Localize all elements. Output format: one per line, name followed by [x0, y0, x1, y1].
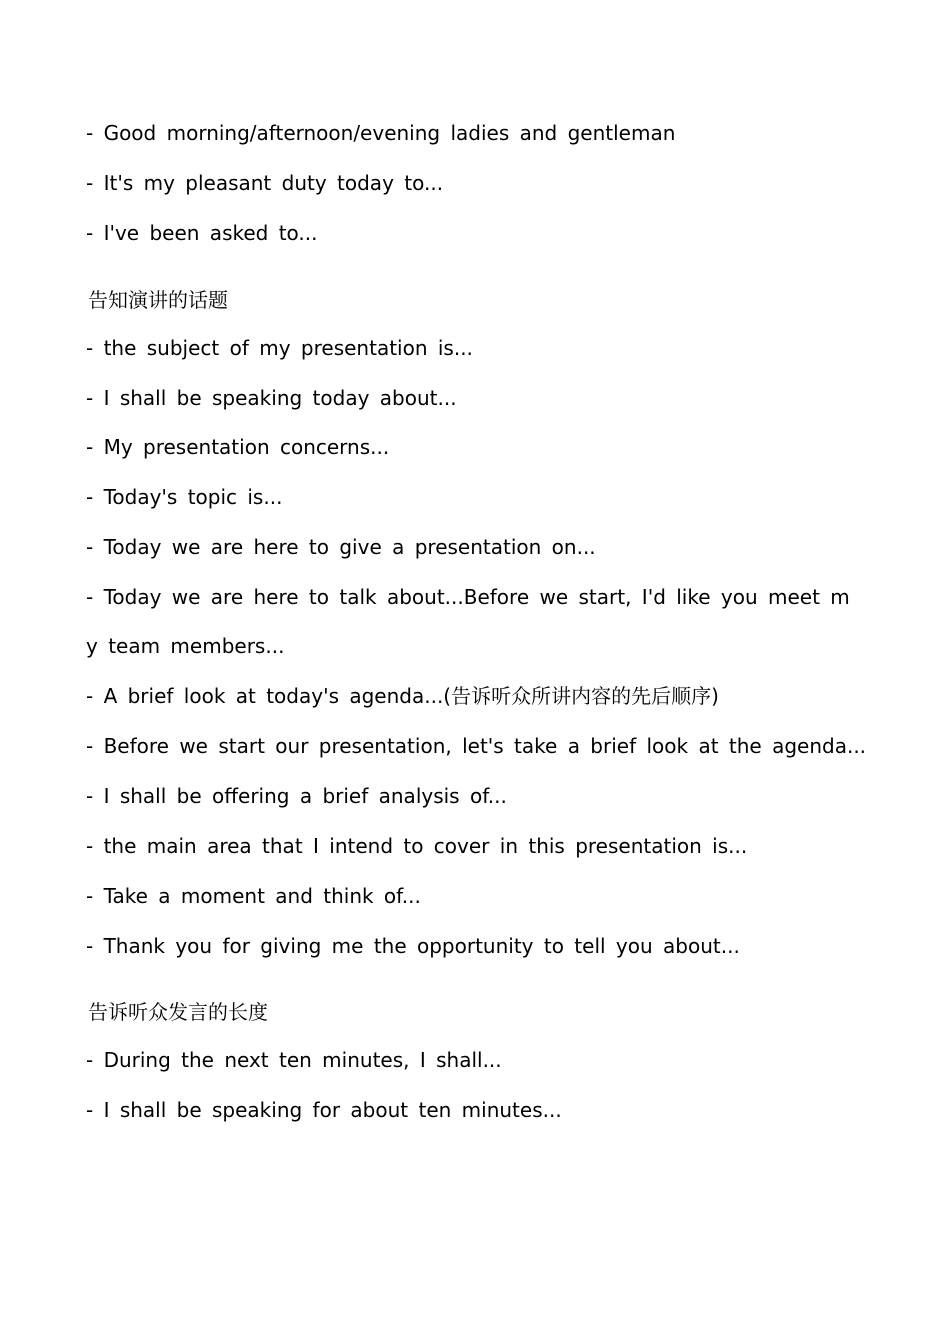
phrase-line: - Today we are here to give a presentation on...: [86, 535, 596, 559]
phrase-line: - I shall be offering a brief analysis of...: [86, 784, 507, 808]
phrase-line: - the subject of my presentation is...: [86, 336, 473, 360]
phrase-line: - I've been asked to...: [86, 221, 318, 245]
phrase-line: - I shall be speaking today about...: [86, 386, 457, 410]
phrase-line: - Thank you for giving me the opportunity to tell you about...: [86, 934, 740, 958]
phrase-line: - Take a moment and think of...: [86, 884, 421, 908]
phrase-line: - My presentation concerns...: [86, 435, 390, 459]
phrase-line-continued: y team members...: [86, 634, 285, 658]
agenda-note: 告诉听众所讲内容的先后顺序: [451, 684, 712, 708]
section-heading-topic: 告知演讲的话题: [88, 288, 228, 312]
phrase-line: - I shall be speaking for about ten minutes...: [86, 1098, 562, 1122]
agenda-paren: ): [711, 684, 719, 708]
phrase-line: - the main area that I intend to cover in this presentation is...: [86, 834, 748, 858]
phrase-line: - It's my pleasant duty today to...: [86, 171, 444, 195]
phrase-line: - Before we start our presentation, let's take a brief look at the agenda...: [86, 734, 867, 758]
phrase-line: - Today's topic is...: [86, 485, 283, 509]
section-heading-length: 告诉听众发言的长度: [88, 1000, 268, 1024]
phrase-line: - Today we are here to talk about...Before we start, I'd like you meet m: [86, 585, 850, 609]
agenda-phrase: - A brief look at today's agenda...(: [86, 684, 452, 708]
phrase-line: - During the next ten minutes, I shall...: [86, 1048, 502, 1072]
phrase-line-agenda: [86, 684, 719, 708]
phrase-line: - Good morning/afternoon/evening ladies and gentleman: [86, 121, 676, 145]
